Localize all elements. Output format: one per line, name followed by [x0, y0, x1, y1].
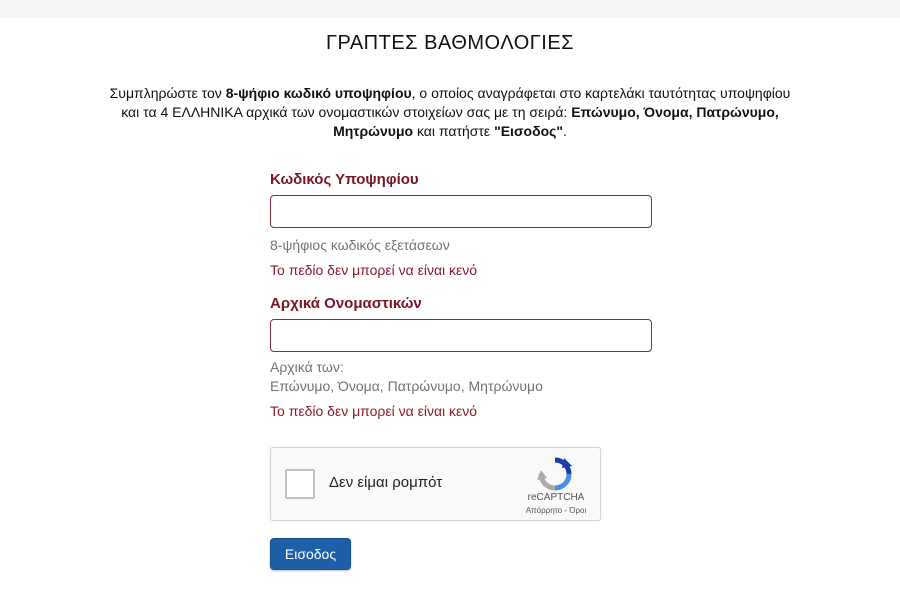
recaptcha-checkbox[interactable]	[285, 469, 315, 499]
candidate-code-error: Το πεδίο δεν μπορεί να είναι κενό	[270, 262, 478, 278]
candidate-code-input[interactable]	[270, 195, 652, 228]
page-title: ΓΡΑΠΤΕΣ ΒΑΘΜΟΛΟΓΙΕΣ	[325, 32, 575, 54]
intro-bold-1: 8-ψήφιο κωδικό υποψηφίου	[225, 85, 412, 101]
recaptcha-brand: reCAPTCHA	[527, 492, 585, 503]
top-bar	[0, 0, 900, 18]
login-form	[270, 170, 652, 421]
submit-button[interactable]: Εισοδος	[270, 538, 351, 570]
initials-error: Το πεδίο δεν μπορεί να είναι κενό	[270, 403, 478, 419]
intro-text	[100, 84, 800, 141]
recaptcha-icon	[535, 456, 575, 492]
initials-label: Αρχικά Ονομαστικών	[270, 295, 422, 312]
initials-help-line-2: Επώνυμο, Όνομα, Πατρώνυμο, Μητρώνυμο	[270, 378, 543, 394]
intro-bold-2: Επώνυμο, Όνομα, Πατρώνυμο, Μητρώνυμο	[333, 104, 779, 139]
intro-part-3: και πατήστε	[413, 123, 495, 139]
initials-help-line-1: Αρχικά των:	[270, 359, 344, 375]
intro-part-4: .	[563, 123, 567, 139]
intro-bold-3: "Εισοδος"	[494, 123, 564, 139]
candidate-code-label: Κωδικός Υποψηφίου	[270, 171, 419, 188]
recaptcha-label: Δεν είμαι ρομπότ	[329, 474, 443, 491]
recaptcha-widget	[270, 447, 601, 521]
intro-part-1: Συμπληρώστε τον	[109, 85, 226, 101]
intro-part-2: , ο οποίος αναγράφεται στο καρτελάκι ταυτότητας υποψηφίου και τα 4 ΕΛΛΗΝΙΚΑ αρχικά των ονομαστικών στοιχείων σας με τη σειρά:	[121, 85, 791, 120]
initials-input[interactable]	[270, 319, 652, 352]
recaptcha-links[interactable]: Απόρρητο - Όροι	[525, 506, 587, 515]
candidate-code-help: 8-ψήφιος κωδικός εξετάσεων	[270, 237, 450, 253]
